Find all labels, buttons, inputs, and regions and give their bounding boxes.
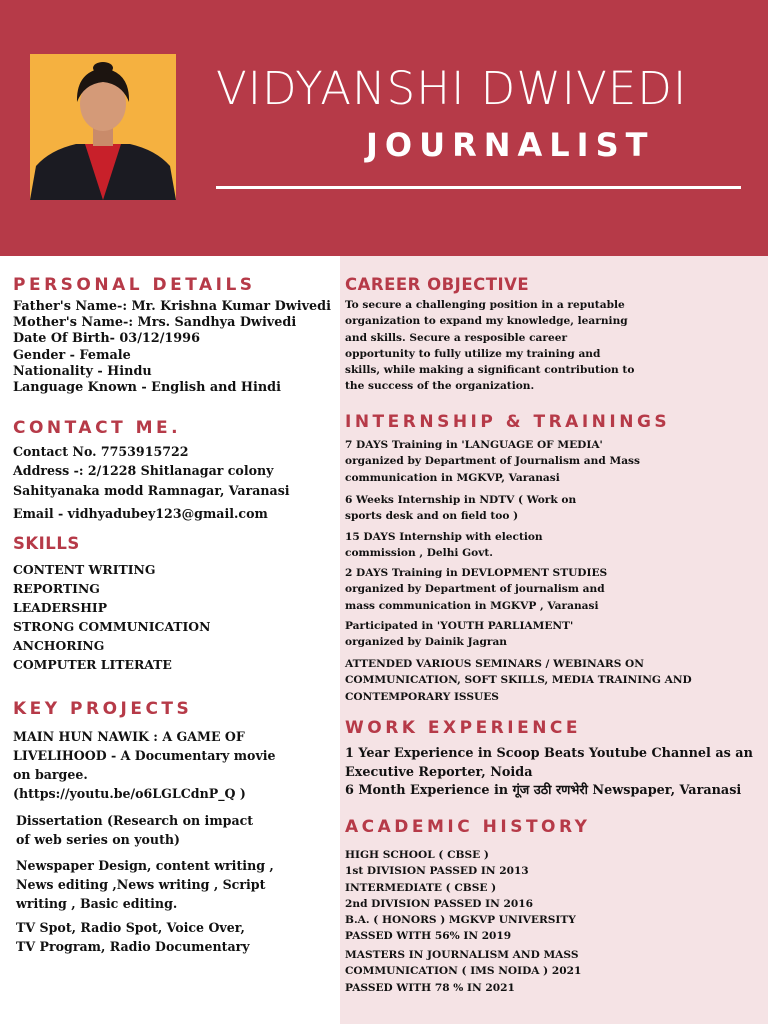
internship-line: organized by Department of journalism and xyxy=(345,583,605,596)
internship-line: ATTENDED VARIOUS SEMINARS / WEBINARS ON xyxy=(345,658,644,670)
personal-line: Language Known - English and Hindi xyxy=(13,380,281,396)
academic-line: 1st DIVISION PASSED IN 2013 xyxy=(345,865,529,878)
academic-list xyxy=(345,847,576,945)
work-line: Executive Reporter, Noida xyxy=(345,764,533,780)
internship-entry xyxy=(345,618,573,651)
work-experience-list xyxy=(345,745,753,801)
candidate-name: VIDYANSHI DWIVEDI xyxy=(216,62,688,115)
project-line: of web series on youth) xyxy=(16,832,181,847)
internship-line: communication in MGKVP, Varanasi xyxy=(345,471,560,484)
skills-heading: SKILLS xyxy=(13,534,80,553)
project-line: Dissertation (Research on impact xyxy=(16,813,254,828)
personal-line: Mother's Name-: Mrs. Sandhya Dwivedi xyxy=(13,315,297,331)
project-line: TV Program, Radio Documentary xyxy=(16,939,250,954)
career-objective-text xyxy=(345,297,634,395)
internship-line: 6 Weeks Internship in NDTV ( Work on xyxy=(345,494,577,506)
work-line: 6 Month Experience in गूंज उठी रणभेरी Newspaper, Varanasi xyxy=(345,783,742,799)
internship-entry xyxy=(345,656,692,705)
internship-heading: INTERNSHIP & TRAININGS xyxy=(345,412,671,432)
contact-heading: CONTACT ME. xyxy=(13,418,182,438)
skill-item: COMPUTER LITERATE xyxy=(13,657,172,672)
academic-history-heading: ACADEMIC HISTORY xyxy=(345,817,591,837)
personal-line: Nationality - Hindu xyxy=(13,363,152,379)
skills-list xyxy=(13,560,210,674)
academic-line: COMMUNICATION ( IMS NOIDA ) 2021 xyxy=(345,965,582,978)
career-objective-heading: CAREER OBJECTIVE xyxy=(345,275,530,294)
academic-line: HIGH SCHOOL ( CBSE ) xyxy=(345,849,489,861)
academic-line: PASSED WITH 56% IN 2019 xyxy=(345,930,512,943)
personal-line: Gender - Female xyxy=(13,347,131,363)
objective-line: skills, while making a significant contribution to xyxy=(345,364,635,377)
internship-entry xyxy=(345,492,576,525)
internship-line: commission , Delhi Govt. xyxy=(345,547,493,560)
internship-line: COMMUNICATION, SOFT SKILLS, MEDIA TRAINING AND xyxy=(345,674,692,687)
contact-address-line2: Sahityanaka modd Ramnagar, Varanasi xyxy=(13,483,290,498)
person-portrait-icon xyxy=(30,54,176,200)
academic-line: INTERMEDIATE ( CBSE ) xyxy=(345,881,497,894)
skill-item: REPORTING xyxy=(13,581,100,596)
project-line: TV Spot, Radio Spot, Voice Over, xyxy=(16,920,245,935)
academic-line: MASTERS IN JOURNALISM AND MASS xyxy=(345,949,579,961)
objective-line: To secure a challenging position in a reputable xyxy=(345,299,625,311)
project-video-link[interactable]: (https://youtu.be/o6LGLCdnP_Q ) xyxy=(13,786,246,801)
academic-masters xyxy=(345,947,581,996)
internship-line: mass communication in MGKVP , Varanasi xyxy=(345,599,599,612)
internship-entry xyxy=(345,565,607,614)
internship-entry xyxy=(345,529,543,562)
contact-address-line1: Address -: 2/1228 Shitlanagar colony xyxy=(13,463,274,478)
project-newspaper xyxy=(16,856,274,913)
objective-line: opportunity to fully utilize my training and xyxy=(345,347,601,360)
personal-line: Father's Name-: Mr. Krishna Kumar Dwivedi xyxy=(13,299,331,314)
project-line: News editing ,News writing , Script xyxy=(16,877,266,892)
skill-item: STRONG COMMUNICATION xyxy=(13,619,211,634)
job-title: JOURNALIST xyxy=(366,126,655,164)
objective-line: and skills. Secure a resposible career xyxy=(345,331,568,344)
internship-line: 2 DAYS Training in DEVLOPMENT STUDIES xyxy=(345,567,608,579)
internship-entry xyxy=(345,437,640,486)
objective-line: the success of the organization. xyxy=(345,380,535,393)
internship-line: organized by Department of Journalism and Mass xyxy=(345,455,640,468)
key-projects-heading: KEY PROJECTS xyxy=(13,699,193,719)
personal-details-list xyxy=(13,299,331,396)
project-dissertation xyxy=(16,811,253,849)
project-line: on bargee. xyxy=(13,767,88,782)
skill-item: LEADERSHIP xyxy=(13,600,108,615)
academic-line: PASSED WITH 78 % IN 2021 xyxy=(345,981,515,994)
project-line: Newspaper Design, content writing , xyxy=(16,858,274,873)
project-documentary xyxy=(13,727,276,803)
skill-item: ANCHORING xyxy=(13,638,105,653)
internship-line: sports desk and on field too ) xyxy=(345,510,519,523)
internship-line: CONTEMPORARY ISSUES xyxy=(345,690,499,703)
internship-line: organized by Dainik Jagran xyxy=(345,636,508,649)
work-line: 1 Year Experience in Scoop Beats Youtube Channel as an xyxy=(345,746,753,761)
internship-line: Participated in 'YOUTH PARLIAMENT' xyxy=(345,620,574,632)
header-divider xyxy=(216,186,741,189)
personal-line: Date Of Birth- 03/12/1996 xyxy=(13,331,200,347)
personal-details-heading: PERSONAL DETAILS xyxy=(13,275,256,295)
contact-phone: Contact No. 7753915722 xyxy=(13,444,189,459)
skill-item: CONTENT WRITING xyxy=(13,562,156,577)
academic-line: 2nd DIVISION PASSED IN 2016 xyxy=(345,897,533,910)
objective-line: organization to expand my knowledge, learning xyxy=(345,315,628,328)
work-experience-heading: WORK EXPERIENCE xyxy=(345,718,582,738)
internship-line: 7 DAYS Training in 'LANGUAGE OF MEDIA' xyxy=(345,439,603,451)
project-line: MAIN HUN NAWIK : A GAME OF xyxy=(13,729,245,744)
project-line: writing , Basic editing. xyxy=(16,896,178,911)
project-broadcast xyxy=(16,918,250,956)
project-line: LIVELIHOOD - A Documentary movie xyxy=(13,748,276,763)
profile-photo xyxy=(30,54,176,200)
contact-email[interactable]: Email - vidhyadubey123@gmail.com xyxy=(13,506,268,521)
internship-line: 15 DAYS Internship with election xyxy=(345,531,543,543)
academic-line: B.A. ( HONORS ) MGKVP UNIVERSITY xyxy=(345,914,576,927)
